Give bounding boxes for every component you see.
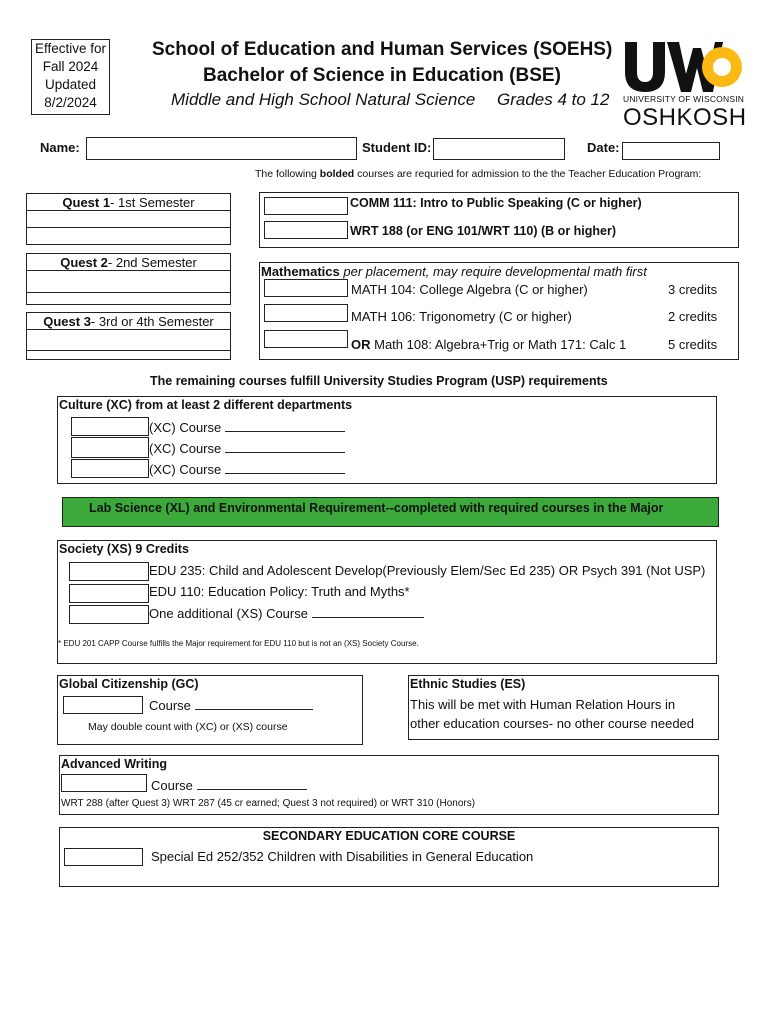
admission-note-post: courses are requried for admission to the the Teacher Education Program:	[354, 168, 702, 180]
quest-2-box	[26, 253, 231, 305]
admission-note-bold: bolded	[319, 168, 355, 180]
lab-science-banner	[62, 497, 719, 527]
math-108-credits: 5 credits	[668, 337, 718, 352]
society-checkbox-3[interactable]	[69, 605, 149, 624]
society-course-3-blank[interactable]	[312, 605, 424, 618]
quest-1-header	[27, 194, 230, 211]
name-label: Name:	[40, 140, 80, 155]
student-id-label: Student ID:	[362, 140, 432, 155]
effective-date-box	[31, 39, 110, 115]
global-citizenship-box	[57, 675, 363, 745]
society-heading: Society (XS) 9 Credits	[59, 542, 189, 556]
title-line-1: School of Education and Human Services (SOEHS)	[152, 39, 613, 60]
wrt-188-label: WRT 188 (or ENG 101/WRT 110) (B or higher)	[350, 224, 617, 238]
secondary-checkbox[interactable]	[64, 848, 143, 866]
culture-course-1-label: (XC) Course	[149, 420, 222, 435]
date-field[interactable]	[622, 142, 720, 160]
advanced-note: WRT 288 (after Quest 3) WRT 287 (45 cr earned; Quest 3 not required) or WRT 310 (Honors)	[61, 798, 476, 809]
title-line-2: Bachelor of Science in Education (BSE)	[203, 65, 561, 86]
culture-course-2-label: (XC) Course	[149, 441, 222, 456]
wrt-188-checkbox[interactable]	[264, 221, 348, 239]
ethnic-heading: Ethnic Studies (ES)	[410, 677, 526, 691]
global-note: May double count with (XC) or (XS) course	[88, 721, 288, 733]
society-checkbox-1[interactable]	[69, 562, 149, 581]
advanced-checkbox[interactable]	[61, 774, 147, 792]
culture-checkbox-3[interactable]	[71, 459, 149, 478]
advanced-course-blank[interactable]	[197, 777, 307, 790]
quest-3-box	[26, 312, 231, 360]
comm-111-label: COMM 111: Intro to Public Speaking (C or higher)	[350, 196, 642, 210]
society-course-3-label: One additional (XS) Course	[149, 606, 308, 621]
culture-course-2-blank[interactable]	[225, 440, 345, 453]
society-line-1: EDU 235: Child and Adolescent Develop(Previously Elem/Sec Ed 235) OR Psych 391 (Not USP)	[149, 563, 706, 578]
ethnic-line-2: other education courses- no other course needed	[410, 716, 695, 731]
math-108-checkbox[interactable]	[264, 330, 348, 348]
comm-111-checkbox[interactable]	[264, 197, 348, 215]
math-104-credits: 3 credits	[668, 282, 718, 297]
global-heading: Global Citizenship (GC)	[59, 677, 199, 691]
math-104-label: MATH 104: College Algebra (C or higher)	[351, 282, 588, 297]
culture-line-1	[149, 419, 345, 435]
usp-heading: The remaining courses fulfill University Studies Program (USP) requirements	[150, 374, 608, 388]
advanced-course-line	[151, 777, 307, 793]
quest-2-header	[27, 254, 230, 270]
effective-line-2: Fall 2024	[42, 59, 99, 74]
secondary-core-box	[59, 827, 719, 887]
society-checkbox-2[interactable]	[69, 584, 149, 603]
society-footnote: * EDU 201 CAPP Course fulfills the Major requirement for EDU 110 but is not an (XS) Society Course.	[58, 639, 419, 648]
society-line-2: EDU 110: Education Policy: Truth and Myths*	[149, 584, 410, 599]
culture-course-1-blank[interactable]	[225, 419, 345, 432]
secondary-course: Special Ed 252/352 Children with Disabilities in General Education	[151, 849, 534, 864]
quest-1-box	[26, 193, 231, 245]
global-course-label: Course	[149, 698, 191, 713]
subtitle-grades: Grades 4 to 12	[497, 90, 610, 109]
quest-2-input[interactable]	[27, 270, 230, 293]
uwo-logo	[623, 38, 745, 132]
culture-checkbox-1[interactable]	[71, 417, 149, 436]
admission-courses-box	[259, 192, 739, 248]
advanced-course-label: Course	[151, 778, 193, 793]
quest-2-detail: - 2nd Semester	[107, 255, 197, 270]
math-108-text: Math 108: Algebra+Trig or Math 171: Calc 1	[370, 337, 627, 352]
admission-note	[255, 168, 701, 180]
math-note: per placement, may require developmental math first	[339, 264, 647, 279]
advanced-writing-box	[59, 755, 719, 815]
culture-checkbox-2[interactable]	[71, 437, 149, 458]
quest-3-name: Quest 3	[43, 314, 91, 329]
global-course-line	[149, 697, 313, 713]
name-field[interactable]	[86, 137, 357, 160]
effective-line-1: Effective for	[34, 41, 107, 56]
culture-course-3-label: (XC) Course	[149, 462, 222, 477]
subtitle-program: Middle and High School Natural Science	[171, 90, 476, 109]
quest-3-detail: - 3rd or 4th Semester	[90, 314, 214, 329]
math-108-or: OR	[351, 337, 371, 352]
culture-line-2	[149, 440, 345, 456]
ethnic-line-1: This will be met with Human Relation Hours in	[410, 697, 676, 712]
quest-1-name: Quest 1	[62, 195, 111, 210]
lab-science-text: Lab Science (XL) and Environmental Requirement--completed with required courses in the Major	[89, 501, 664, 515]
society-box	[57, 540, 717, 664]
quest-1-input[interactable]	[27, 211, 230, 228]
math-106-checkbox[interactable]	[264, 304, 348, 322]
math-108-label	[351, 337, 626, 352]
math-106-credits: 2 credits	[668, 309, 718, 324]
society-line-3	[149, 605, 424, 621]
uwo-wordmark-graphic	[623, 38, 745, 94]
quest-3-input[interactable]	[27, 329, 230, 351]
effective-line-4: 8/2/2024	[44, 95, 97, 110]
quest-3-header	[27, 313, 230, 329]
secondary-heading: SECONDARY EDUCATION CORE COURSE	[262, 829, 516, 843]
culture-heading: Culture (XC) from at least 2 different departments	[59, 398, 353, 412]
math-heading-line	[261, 264, 647, 279]
culture-course-3-blank[interactable]	[225, 461, 345, 474]
effective-line-3: Updated	[44, 77, 97, 92]
quest-2-name: Quest 2	[60, 255, 108, 270]
math-box	[259, 262, 739, 360]
culture-line-3	[149, 461, 345, 477]
date-label: Date:	[587, 140, 620, 155]
math-106-label: MATH 106: Trigonometry (C or higher)	[351, 309, 572, 324]
student-id-field[interactable]	[433, 138, 565, 160]
math-104-checkbox[interactable]	[264, 279, 348, 297]
global-course-blank[interactable]	[195, 697, 313, 710]
logo-university: UNIVERSITY OF WISCONSIN	[623, 94, 745, 104]
global-checkbox[interactable]	[63, 696, 143, 714]
advanced-heading: Advanced Writing	[61, 757, 168, 771]
logo-campus: OSHKOSH	[623, 104, 747, 131]
quest-1-detail: - 1st Semester	[110, 195, 195, 210]
ethnic-studies-box	[408, 675, 719, 740]
culture-box	[57, 396, 717, 484]
admission-note-pre: The following	[255, 168, 320, 180]
math-heading: Mathematics	[261, 264, 340, 279]
